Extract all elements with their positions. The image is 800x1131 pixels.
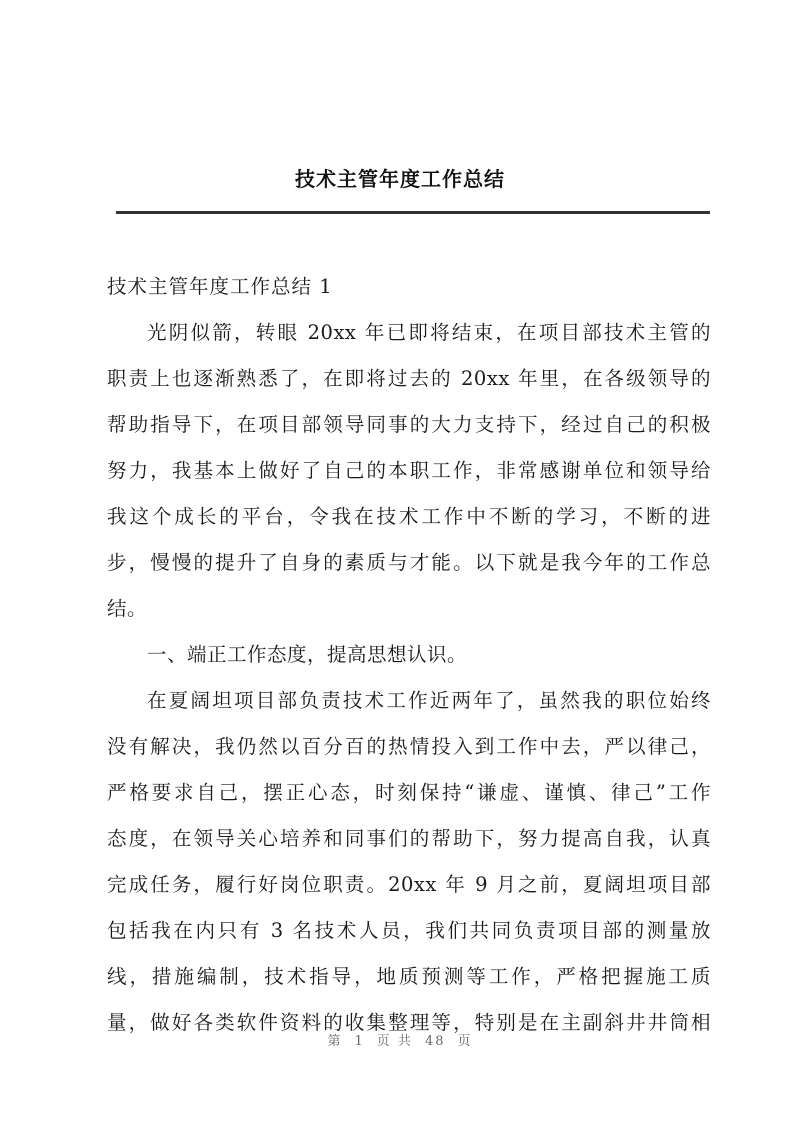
footer-middle: 页 共 xyxy=(376,1034,413,1049)
subheading-1 xyxy=(107,638,711,671)
paragraph-line: 量，做好各类软件资料的收集整理等，特别是在主副斜井井筒相 xyxy=(107,1011,711,1034)
paragraph-line: 完成任务，履行好岗位职责。20xx 年 9 月之前，夏阔坦项目部 xyxy=(107,873,711,896)
paragraph-line: 在夏阔坦项目部负责技术工作近两年了，虽然我的职位始终 xyxy=(147,689,711,712)
footer-prefix: 第 xyxy=(327,1034,343,1049)
paragraph-line: 包括我在内只有 3 名技术人员，我们共同负责项目部的测量放 xyxy=(107,919,711,942)
paragraph-line: 严格要求自己，摆正心态，时刻保持“谦虚、谨慎、律己”工作 xyxy=(107,781,711,804)
section-heading: 技术主管年度工作总结 1 xyxy=(107,275,333,298)
paragraph-line: 职责上也逐渐熟悉了，在即将过去的 20xx 年里，在各级领导的 xyxy=(107,367,711,390)
paragraph-line: 我这个成长的平台，令我在技术工作中不断的学习，不断的进 xyxy=(107,505,711,528)
paragraph-line: 态度，在领导关心培养和同事们的帮助下，努力提高自我，认真 xyxy=(107,827,711,850)
footer-suffix: 页 xyxy=(457,1034,473,1049)
paragraph-line: 没有解决，我仍然以百分百的热情投入到工作中去，严以律己， xyxy=(107,735,711,758)
footer-total-pages: 48 xyxy=(424,1034,446,1049)
document-title: 技术主管年度工作总结 xyxy=(295,167,505,191)
paragraph-line: 光阴似箭，转眼 20xx 年已即将结束，在项目部技术主管的 xyxy=(147,321,711,344)
paragraph-line: 结。 xyxy=(107,597,148,620)
page-footer xyxy=(0,1030,800,1049)
paragraph-line: 帮助指导下，在项目部领导同事的大力支持下，经过自己的积极 xyxy=(107,413,711,436)
document-body xyxy=(107,270,711,1052)
subheading-line: 一、端正工作态度，提高思想认识。 xyxy=(147,643,468,666)
paragraph-line: 努力，我基本上做好了自己的本职工作，非常感谢单位和领导给 xyxy=(107,459,711,482)
paragraph-line: 步，慢慢的提升了自身的素质与才能。以下就是我今年的工作总 xyxy=(107,551,711,574)
paragraph-1 xyxy=(107,316,711,625)
title-underline xyxy=(116,211,710,214)
paragraph-2 xyxy=(107,684,711,1039)
footer-page-number: 1 xyxy=(354,1034,365,1049)
paragraph-line: 线，措施编制，技术指导，地质预测等工作，严格把握施工质 xyxy=(107,965,711,988)
